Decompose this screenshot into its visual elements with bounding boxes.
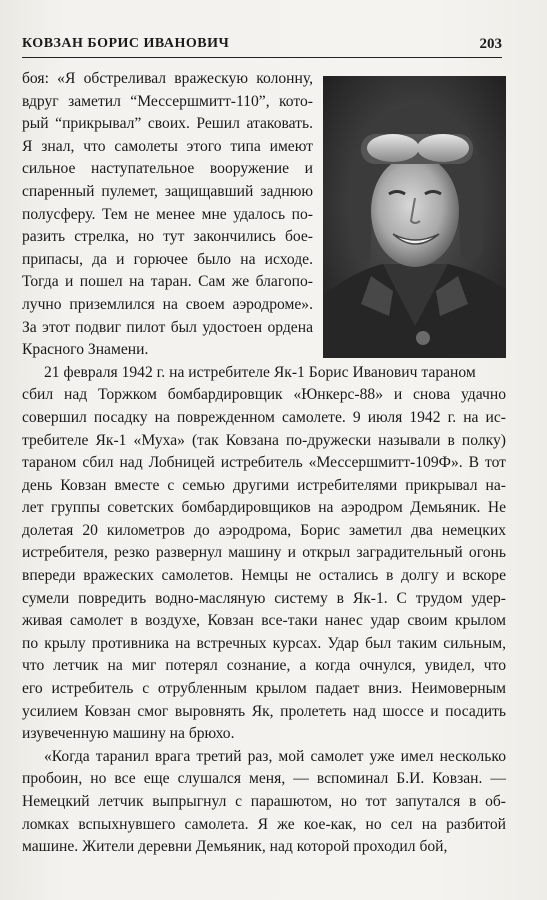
running-head: КОВЗАН БОРИС ИВАНОВИЧ (22, 36, 230, 51)
text-line: усилием Ковзан смог выровнять Як, пролететь над шоссе и посадить (22, 702, 506, 720)
text-line: пробоин, но все еще слушался меня, — вспоминал Б.И. Ковзан. — (22, 770, 506, 788)
text-line: лучно приземлился на своем аэродроме». (22, 295, 313, 313)
text-line: полусферу. Тем не менее мне удалось по- (22, 205, 313, 223)
text-line: день Ковзан вместе с семью другими истребителями прикрывал на- (22, 476, 506, 494)
text-line: что летчик на миг потерял сознание, а когда очнулся, увидел, что (22, 657, 506, 675)
text-line: припасы, да и горючее было на исходе. (22, 250, 313, 268)
text-line: требителе Як-1 «Муха» (так Ковзана по-дружески называли в полку) (22, 431, 506, 449)
text-line: машине. Жители деревни Демьяник, над которой проходил бой, (22, 838, 448, 856)
text-line: истребителя, резко развернул машину и открыл заградительный огонь (22, 544, 506, 562)
text-line: сумели повредить водно-масляную систему в Як-1. С трудом удер- (22, 589, 506, 607)
text-line: спаренный пулемет, защищавший заднюю (22, 182, 313, 200)
text-line: лет группы советских бомбардировщиков на аэродром Демьяник. Не (22, 499, 506, 517)
text-line: совершил посадку на поврежденном самолете. 9 июля 1942 г. на ис- (22, 408, 506, 426)
text-line: разить стрелка, но тут закончились бое- (22, 228, 313, 246)
text-line: 21 февраля 1942 г. на истребителе Як-1 Борис Иванович тараном (44, 363, 476, 381)
text-line: боя: «Я обстреливал вражескую колонну, (22, 70, 313, 87)
text-line: Я знал, что самолеты этого типа имеют (22, 137, 313, 155)
portrait-photo (323, 76, 506, 358)
text-line: вдруг заметил “Мессершмитт-110”, кото- (22, 92, 313, 110)
text-line: по крылу противника на встречных курсах. Удар был таким сильным, (22, 634, 506, 652)
page-number: 203 (479, 36, 502, 52)
text-line: долетая 20 километров до аэродрома, Борис заметил два немецких (22, 521, 506, 539)
paragraph (22, 746, 506, 859)
text-line: За этот подвиг пилот был удостоен ордена (22, 318, 313, 336)
portrait-photo-icon (323, 76, 506, 358)
text-line: Тогда и пошел на таран. Сам же благопо- (22, 273, 313, 291)
text-line: сбил над Торжком бомбардировщик «Юнкерс-88» и снова удачно (22, 386, 506, 404)
text-line: впереди вражеских самолетов. Немцы не остались в долгу и вскоре (22, 567, 506, 585)
text-line: его истребитель с отрубленным крылом падает вниз. Неимоверным (22, 680, 506, 698)
body-text (22, 68, 506, 859)
text-line: живая самолет в воздухе, Ковзан все-таки нанес удар своим крылом (22, 612, 506, 630)
text-line: рый “прикрывал” своих. Решил атаковать. (22, 115, 313, 133)
text-line: изувеченную машину на брюхо. (22, 725, 235, 743)
text-line: сильное наступательное вооружение и (22, 160, 313, 178)
text-line: Немецкий летчик выпрыгнул с парашютом, но тот запутался в об- (22, 793, 506, 810)
paragraph (22, 362, 506, 746)
text-line: тараном сбил над Лобницей истребитель «Мессершмитт-109Ф». В тот (22, 454, 506, 472)
page-header (22, 35, 502, 58)
text-line: ломках вспыхнувшего самолета. Я же кое-как, но сел на разбитой (22, 815, 506, 833)
text-line: «Когда таранил врага третий раз, мой самолет уже имел несколько (44, 747, 506, 765)
text-line: Красного Знамени. (22, 341, 149, 359)
